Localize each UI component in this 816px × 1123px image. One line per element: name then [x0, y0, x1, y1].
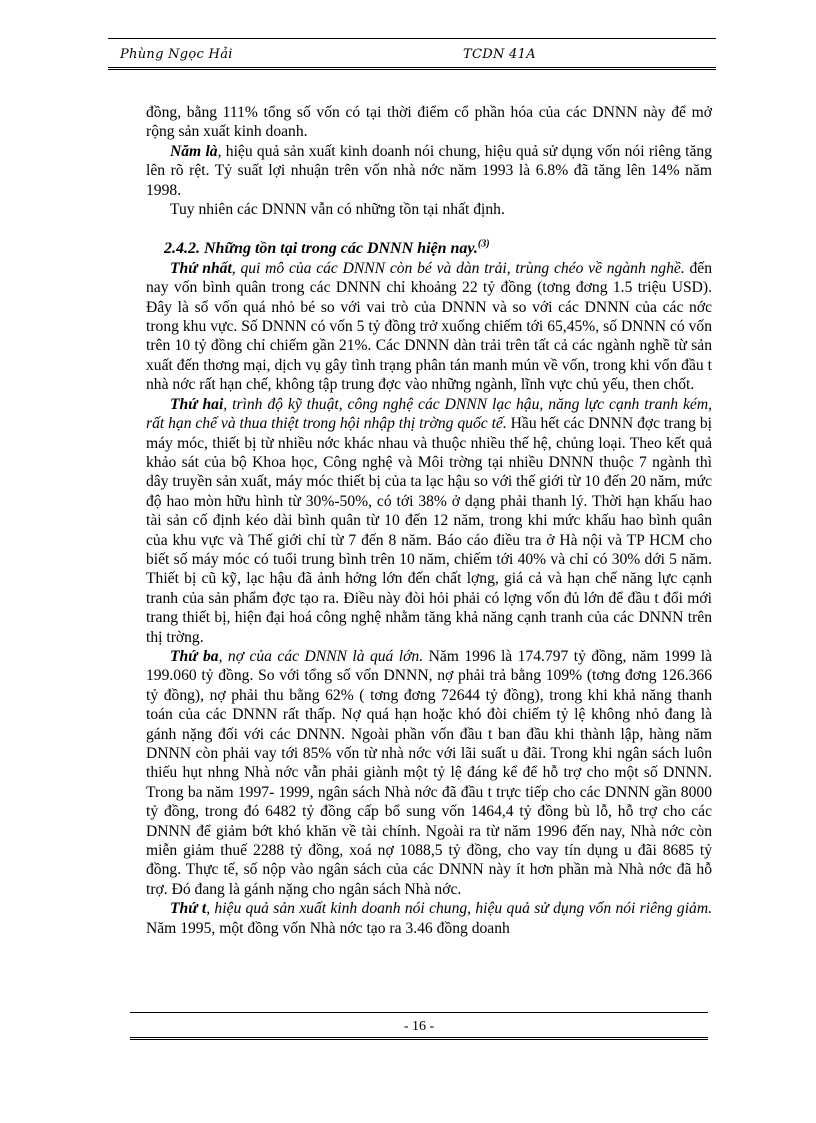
paragraph-text: Năm 1995, một đồng vốn Nhà nớc tạo ra 3.46 đồng doanh [146, 919, 510, 937]
paragraph-emphasis: , nợ của các DNNN là quá lớn. [218, 647, 424, 665]
section-heading [146, 239, 712, 258]
paragraph-text: Năm 1996 là 174.797 tỷ đồng, năm 1999 là 199.060 tỷ đồng. So với tổng số vốn DNNN, nợ phải trả bằng 109% (tơng đơng 126.366 tỷ đồng), nợ phải thu bằng 62% ( tơng đơng 72644 tỷ đồng), trong khi khả năng thanh toán của các DNNN rất thấp. Nợ quá hạn hoặc khó đòi chiếm tỷ lệ không nhỏ đang là gánh nặng đối với các DNNN. Ngoài phần vốn đầu t ban đầu khi thành lập, hàng năm DNNN còn phải vay tới 85% vốn từ nhà nớc với lãi suất u đãi. Trong khi ngân sách luôn thiếu hụt nhng Nhà nớc vẫn phải giành một tỷ lệ đáng kể để hỗ trợ cho một số DNNN. Trong ba năm 1997- 1999, ngân sách Nhà nớc đã đầu t trực tiếp cho các DNNN gần 8000 tỷ đồng, trong đó 6482 tỷ đồng cấp bổ sung vốn 1464,4 tỷ đồng bù lỗ, hỗ trợ cho các DNNN để giảm bớt khó khăn về tài chính. Ngoài ra từ năm 1996 đến nay, Nhà nớc còn miễn giảm thuế 2288 tỷ đồng, xoá nợ 1088,5 tỷ đồng, cho vay tín dụng u đãi 8685 tỷ đồng. Thực tế, số nộp vào ngân sách của các DNNN này ít hơn phần mà Nhà nớc đã hỗ trợ. Đó đang là gánh nặng cho ngân sách Nhà nớc. [146, 647, 712, 898]
paragraph-text: đến nay vốn bình quân trong các DNNN chỉ khoảng 22 tỷ đồng (tơng đơng 1.5 triệu USD). Đây là số vốn quá nhỏ bé so với vai trò của DNNN và so với các DNNN của các nớc trong khu vực. Số DNNN có vốn 5 tỷ đồng trở xuống chiếm tới 65,45%, số DNNN có vốn trên 10 tỷ đồng chỉ chiếm gần 21%. Các DNNN dàn trải trên tất cả các ngành nghề từ sản xuất đến thơng mại, dịch vụ gây tình trạng phân tán manh mún về vốn, trong khi vốn đầu t nhà nớc rất hạn chế, không tập trung đợc vào những ngành, lĩnh vực chủ yếu, then chốt. [146, 259, 712, 394]
page-header [108, 38, 716, 70]
paragraph-nam-la [146, 142, 712, 200]
paragraph-thu-hai [146, 395, 712, 647]
paragraph-lead: Thứ nhất [170, 259, 232, 277]
paragraph-thu-nhat [146, 259, 712, 395]
heading-text: 2.4.2. Những tồn tại trong các DNNN hiện nay. [164, 240, 478, 258]
paragraph-text: đồng, bằng 111% tổng số vốn có tại thời điểm cổ phần hóa của các DNNN này để mở rộng sản xuất kinh doanh. [146, 104, 712, 141]
header-author: Phùng Ngọc Hải [120, 47, 233, 62]
paragraph-emphasis: , hiệu quả sản xuất kinh doanh nói chung, hiệu quả sử dụng vốn nói riêng tăng lên rõ rệt. [146, 142, 713, 180]
page-number: - 16 - [403, 1019, 435, 1034]
paragraph-text: Tuy nhiên các DNNN vẫn có những tồn tại nhất định. [170, 201, 505, 219]
paragraph-thu-tu [146, 899, 712, 938]
paragraph-tuy-nhien [146, 200, 712, 219]
paragraph-text: Hầu hết các DNNN đợc trang bị máy móc, thiết bị từ nhiều nớc khác nhau và thuộc nhiều thế hệ, chủng loại. Theo kết quả khảo sát của bộ Khoa học, Công nghệ và Môi trờng tại nhiều DNNN thuộc 7 ngành thì dây truyền sản xuất, máy móc thiết bị của ta lạc hậu so với thế giới từ 10 đến 20 năm, mức độ hao mòn hữu hình từ 30%-50%, có tới 38% ở dạng phải thanh lý. Thời hạn khấu hao tài sản cố định kéo dài bình quân từ 10 đến 12 năm, trong khi mức khấu hao bình quân của khu vực và Thế giới chỉ từ 7 đến 8 năm. Báo cáo điều tra ở Hà nội và TP HCM cho biết số máy móc có tuổi trung bình trên 10 năm, chiếm tới 40% và chỉ có 30% dới 5 năm. Thiết bị cũ kỹ, lạc hậu đã ảnh hởng lớn đến chất lợng, giá cả và hạn chế năng lực cạnh tranh của sản phẩm đợc tạo ra. Điều này đòi hỏi phải có lợng vốn đủ lớn để đầu t đổi mới trang thiết bị, hiện đại hoá công nghệ nhằm tăng khả năng cạnh tranh của các DNNN trên thị trờng. [146, 415, 713, 646]
paragraph-emphasis: , qui mô của các DNNN còn bé và dàn trải, trùng chéo về ngành nghề. [231, 259, 685, 277]
paragraph-thu-ba [146, 647, 712, 899]
document-body [146, 103, 712, 938]
paragraph-lead: Năm là [170, 142, 218, 160]
paragraph-lead: Thứ hai [170, 395, 224, 413]
paragraph-text: Tỷ suất lợi nhuận trên vốn nhà nớc năm 1993 là 6.8% đã tăng lên 14% năm 1998. [146, 162, 712, 199]
heading-reference: (3) [477, 239, 490, 251]
paragraph-lead: Thứ ba [170, 647, 219, 665]
section-gap [146, 219, 712, 239]
paragraph-lead: Thứ t [170, 900, 207, 918]
page-footer [130, 1012, 708, 1040]
paragraph-continuation [146, 103, 712, 142]
header-class-label: TCDN 41A [463, 47, 536, 62]
paragraph-emphasis: , trình độ kỹ thuật, công nghệ các DNNN lạc hậu, năng lực cạnh tranh kém, rất hạn chế và thua thiệt trong hội nhập thị trờng quốc tế. [146, 395, 712, 433]
paragraph-emphasis: , hiệu quả sản xuất kinh doanh nói chung, hiệu quả sử dụng vốn nói riêng giảm. [206, 900, 712, 918]
